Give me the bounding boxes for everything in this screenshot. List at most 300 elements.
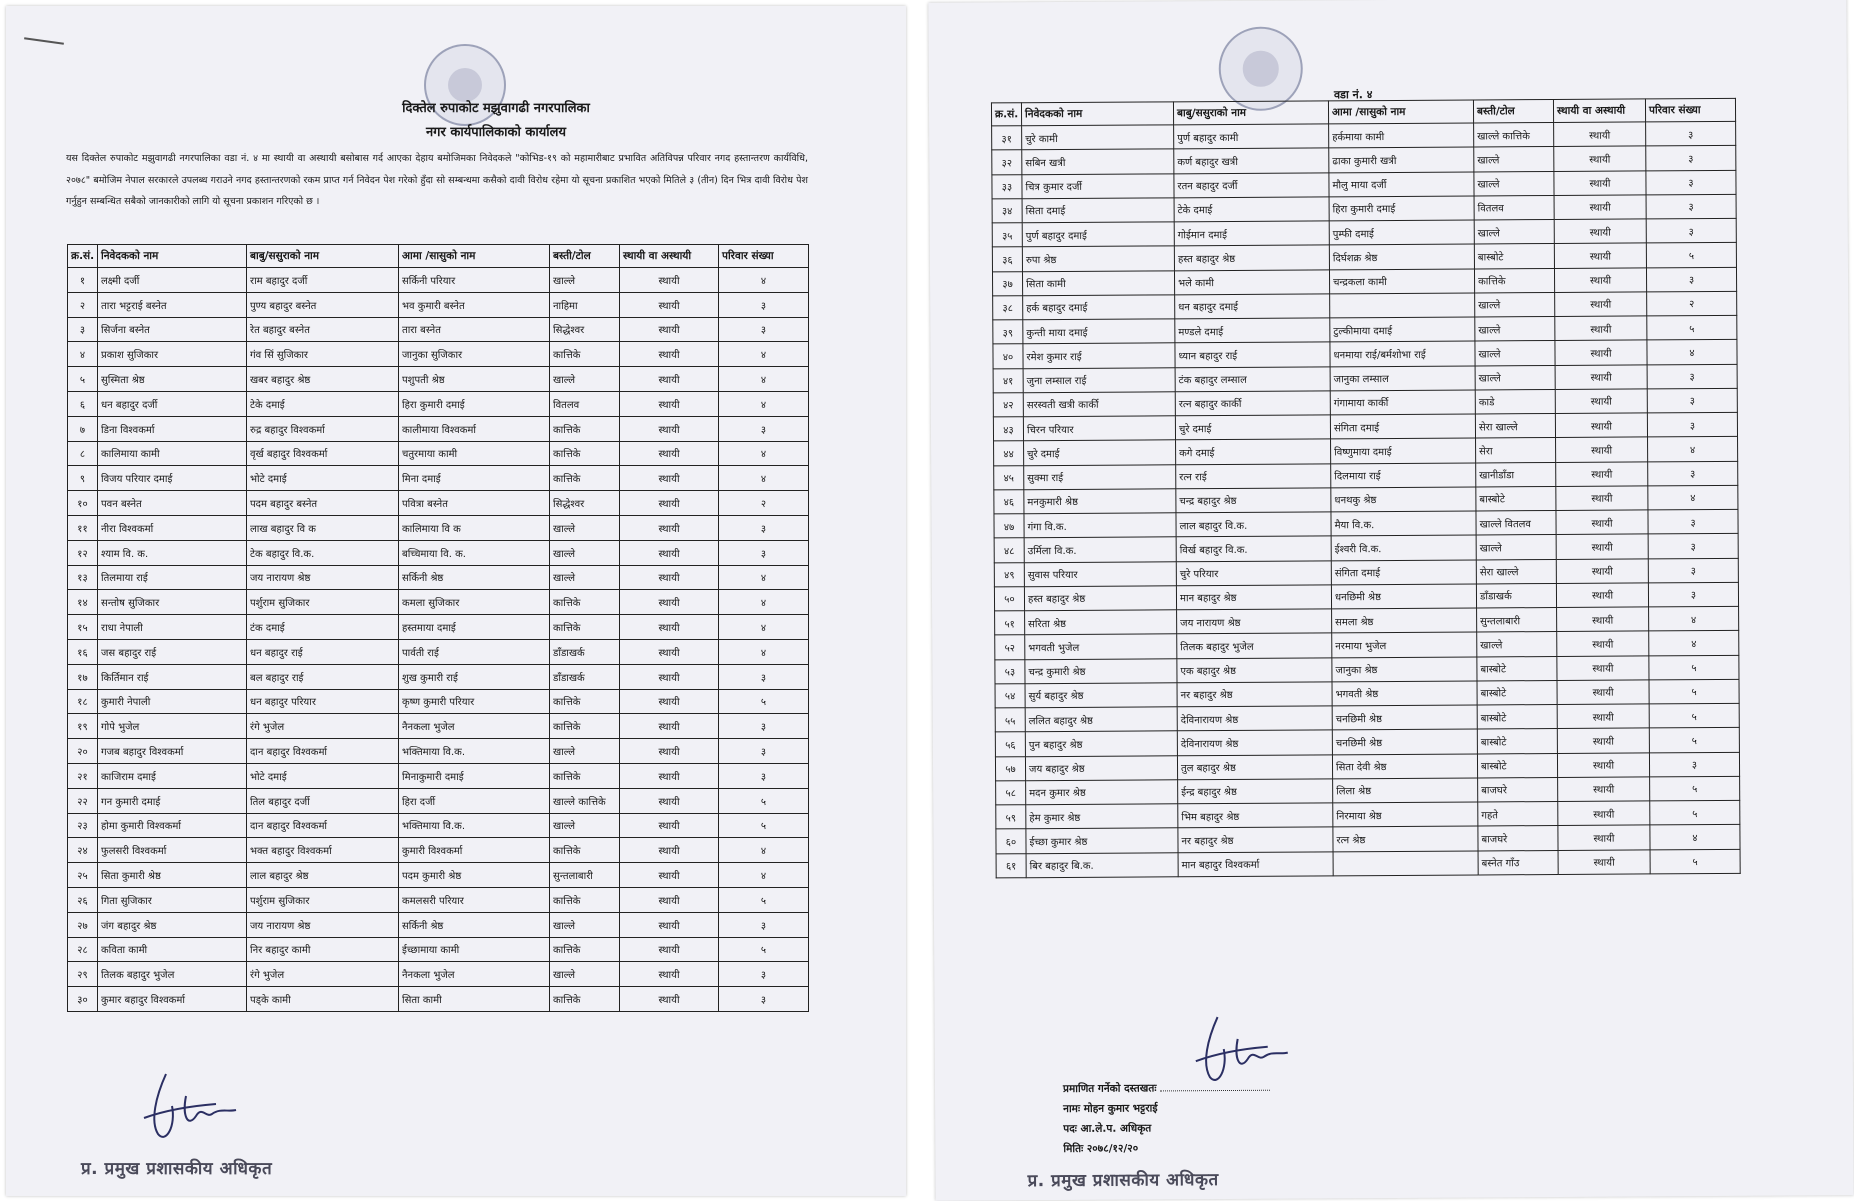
cell-applicant: हस्त बहादुर श्रेष्ठ <box>1024 586 1176 611</box>
table-row <box>68 714 809 739</box>
cell-settlement: खाल्ले <box>1474 171 1554 196</box>
cell-family-size: ४ <box>719 268 809 293</box>
cell-applicant: गजब बहादुर विश्वकर्मा <box>98 739 247 764</box>
cell-settlement: सेरा खाल्ले <box>1475 413 1555 438</box>
cell-family-size: ३ <box>1647 364 1737 389</box>
cell-father: चुरे परियार <box>1176 560 1331 585</box>
cell-mother: पुम्फी दमाई <box>1329 220 1474 245</box>
cell-residency: स्थायी <box>620 912 719 937</box>
cell-father: कगे दमाई <box>1176 439 1331 464</box>
cell-sn: २५ <box>68 863 98 888</box>
cell-residency: स्थायी <box>620 565 719 590</box>
cell-father: भले कामी <box>1174 269 1329 294</box>
cell-sn: २९ <box>68 962 98 987</box>
table-row <box>68 515 809 540</box>
cell-settlement: डाँडाखर्क <box>550 664 620 689</box>
table-row <box>68 491 809 516</box>
cell-residency: स्थायी <box>620 416 719 441</box>
table-row <box>68 268 809 293</box>
cell-mother <box>1330 293 1475 318</box>
cell-applicant: सरस्वती खत्री कार्की <box>1023 392 1175 417</box>
cell-mother: शुख कुमारी राई <box>399 664 550 689</box>
col-header-applicant: निवेदकको नाम <box>1021 102 1173 126</box>
cell-family-size: ४ <box>719 466 809 491</box>
cell-residency: स्थायी <box>620 268 719 293</box>
cell-mother: धनथकु श्रेष्ठ <box>1331 487 1476 512</box>
cell-father: निर बहादुर कामी <box>247 937 399 962</box>
cell-settlement: बास्बोटे <box>1474 244 1554 269</box>
cell-residency: स्थायी <box>1554 146 1646 171</box>
cell-settlement: कात्तिके <box>550 838 620 863</box>
cell-residency: स्थायी <box>620 367 719 392</box>
certifier-signature-line <box>1063 1081 1270 1096</box>
cell-father: रत्न राई <box>1176 463 1331 488</box>
cell-father: पुण्य बहादुर बस्नेत <box>247 292 399 317</box>
cell-sn: २१ <box>68 763 98 788</box>
cell-sn: ३३ <box>992 174 1022 198</box>
cell-settlement: कात्तिके <box>550 937 620 962</box>
cell-mother: नरमाया भुजेल <box>1332 632 1477 657</box>
col-header-family-size: परिवार संख्या <box>719 245 809 268</box>
cell-family-size: ३ <box>719 739 809 764</box>
table-row <box>68 615 809 640</box>
cell-mother: पवित्रा बस्नेत <box>399 491 550 516</box>
cell-father: दान बहादुर विश्वकर्मा <box>247 739 399 764</box>
cell-sn: ३६ <box>992 247 1022 271</box>
municipality-title: दिक्तेल रुपाकोट मझुवागढी नगरपालिका <box>402 101 590 116</box>
cell-settlement: कात्तिके <box>550 987 620 1012</box>
cell-mother: सिता कामी <box>399 987 550 1012</box>
cell-family-size: ४ <box>719 441 809 466</box>
cell-family-size: ४ <box>1648 437 1738 462</box>
cell-residency: स्थायी <box>620 887 719 912</box>
cell-father: गंव सिं सुजिकार <box>247 342 399 367</box>
cell-father: मण्डले दमाई <box>1175 318 1330 343</box>
cell-mother: चनछिमी श्रेष्ठ <box>1332 729 1477 754</box>
table-row <box>68 788 809 813</box>
cell-settlement: कात्तिके <box>550 441 620 466</box>
cell-settlement: बास्बोटे <box>1477 656 1557 681</box>
cell-settlement: कात्तिके <box>550 615 620 640</box>
applicant-table-left <box>67 244 809 1012</box>
cell-settlement: बास्बोटे <box>1477 704 1557 729</box>
cell-mother: सर्किनी श्रेष्ठ <box>399 565 550 590</box>
cell-family-size: ३ <box>719 317 809 342</box>
cell-family-size: ४ <box>719 863 809 888</box>
cell-father: जय नारायण श्रेष्ठ <box>247 912 399 937</box>
official-seal-icon <box>1219 27 1304 112</box>
cell-mother: जानुका श्रेष्ठ <box>1332 656 1477 681</box>
cell-father: हस्त बहादुर श्रेष्ठ <box>1174 245 1329 270</box>
cell-settlement: बास्बोटे <box>1477 680 1557 705</box>
cell-settlement: कात्तिके <box>550 763 620 788</box>
cell-family-size: ३ <box>1646 121 1736 146</box>
cell-family-size: ३ <box>1646 146 1736 171</box>
cell-family-size: ५ <box>1650 776 1740 801</box>
cell-mother: सर्किनी श्रेष्ठ <box>399 912 550 937</box>
cell-father: धन बहादुर परियार <box>247 689 399 714</box>
cell-mother: रत्न श्रेष्ठ <box>1333 826 1478 851</box>
cell-settlement: खाल्ले <box>550 813 620 838</box>
table-row <box>68 292 809 317</box>
cell-family-size: ४ <box>1649 631 1739 656</box>
cell-sn: २४ <box>68 838 98 863</box>
table-row <box>68 813 809 838</box>
col-header-sn: क्र.सं. <box>991 103 1021 126</box>
cell-residency: स्थायी <box>1556 461 1648 486</box>
cell-father: चुरे दमाई <box>1175 415 1330 440</box>
cell-residency: स्थायी <box>620 838 719 863</box>
cell-residency: स्थायी <box>1555 292 1647 317</box>
cell-family-size: ५ <box>719 937 809 962</box>
cell-family-size: ३ <box>1647 412 1737 437</box>
cell-father: भोटे दमाई <box>247 466 399 491</box>
cell-applicant: सिता कुमारी श्रेष्ठ <box>98 863 247 888</box>
cell-applicant: गोपे भुजेल <box>98 714 247 739</box>
cell-settlement: खाल्ले <box>550 515 620 540</box>
cell-settlement: कात्तिके <box>550 714 620 739</box>
cell-settlement: सिद्धेश्वर <box>550 317 620 342</box>
cell-residency: स्थायी <box>620 639 719 664</box>
cell-applicant: जंग बहादुर श्रेष्ठ <box>98 912 247 937</box>
cell-residency: स्थायी <box>1557 631 1649 656</box>
cell-residency: स्थायी <box>1555 389 1647 414</box>
cell-father: पुर्ण बहादुर कामी <box>1174 124 1329 149</box>
cell-mother: कमला सुजिकार <box>399 590 550 615</box>
cell-residency: स्थायी <box>1558 777 1650 802</box>
cell-settlement: गहते <box>1478 801 1558 826</box>
applicant-table-right <box>991 98 1741 878</box>
pen-mark <box>24 37 64 45</box>
cell-mother: पदम कुमारी श्रेष्ठ <box>399 863 550 888</box>
cell-sn: ५२ <box>995 635 1025 659</box>
cell-father: रतन बहादुर दर्जी <box>1174 172 1329 197</box>
cell-father: देविनारायण श्रेष्ठ <box>1177 730 1332 755</box>
cell-father: पर्शुराम सुजिकार <box>247 590 399 615</box>
cell-family-size: ५ <box>719 788 809 813</box>
table-row <box>68 391 809 416</box>
table-row <box>68 342 809 367</box>
cell-family-size: ३ <box>719 912 809 937</box>
cell-mother: कुमारी विश्वकर्मा <box>399 838 550 863</box>
cell-family-size: ३ <box>1648 558 1738 583</box>
cell-sn: ८ <box>68 441 98 466</box>
cell-family-size: ३ <box>719 292 809 317</box>
cell-family-size: ४ <box>1649 606 1739 631</box>
cell-residency: स्थायी <box>620 689 719 714</box>
cell-applicant: सुवास परियार <box>1024 561 1176 586</box>
cell-family-size: ३ <box>1648 582 1738 607</box>
cell-mother: टुल्कीमाया दमाई <box>1330 317 1475 342</box>
cell-father: देविनारायण श्रेष्ठ <box>1177 706 1332 731</box>
cell-mother: कालीमाया विश्वकर्मा <box>399 416 550 441</box>
cell-family-size: ४ <box>719 565 809 590</box>
cell-applicant: सन्तोष सुजिकार <box>98 590 247 615</box>
cell-sn: १३ <box>68 565 98 590</box>
cell-father: रंगे भुजेल <box>247 962 399 987</box>
cell-family-size: ३ <box>1648 461 1738 486</box>
cell-sn: ५९ <box>996 805 1026 829</box>
cell-residency: स्थायी <box>1556 583 1648 608</box>
cell-sn: ४५ <box>994 465 1024 489</box>
table-body-left <box>68 268 809 1012</box>
cell-applicant: सिता दमाई <box>1022 198 1174 223</box>
cell-sn: ३२ <box>992 150 1022 174</box>
cell-residency: स्थायी <box>620 937 719 962</box>
cell-applicant: हेम कुमार श्रेष्ठ <box>1026 804 1178 829</box>
cell-settlement: खाल्ले कात्तिके <box>550 788 620 813</box>
cell-residency: स्थायी <box>1555 364 1647 389</box>
cell-residency: स्थायी <box>1558 825 1650 850</box>
cell-family-size: ३ <box>1648 509 1738 534</box>
cell-family-size: ५ <box>1649 679 1739 704</box>
cell-settlement: खानीडाँडा <box>1476 462 1556 487</box>
cell-sn: ५० <box>994 586 1024 610</box>
cell-settlement: कात्तिके <box>550 416 620 441</box>
cell-applicant: ललित बहादुर श्रेष्ठ <box>1025 707 1177 732</box>
cell-settlement: खाल्ले <box>1475 292 1555 317</box>
cell-sn: ५३ <box>995 659 1025 683</box>
cell-sn: २० <box>68 739 98 764</box>
cell-applicant: लक्ष्मी दर्जी <box>98 268 247 293</box>
cell-mother: चनछिमी श्रेष्ठ <box>1332 705 1477 730</box>
cell-sn: ९ <box>68 466 98 491</box>
cell-father: पर्शुराम सुजिकार <box>247 887 399 912</box>
cell-mother: हिरा कुमारी दमाई <box>399 391 550 416</box>
cell-mother: मौलु माया दर्जी <box>1329 171 1474 196</box>
col-header-family-size: परिवार संख्या <box>1645 98 1735 122</box>
cell-settlement: सेरा खाल्ले <box>1476 559 1556 584</box>
cell-father: तुल बहादुर श्रेष्ठ <box>1177 754 1332 779</box>
cell-sn: ३९ <box>993 320 1023 344</box>
cell-mother: नैनकला भुजेल <box>399 714 550 739</box>
cell-applicant: ईच्छा कुमार श्रेष्ठ <box>1026 828 1178 853</box>
cell-sn: ५८ <box>996 780 1026 804</box>
cell-father: पड्के कामी <box>247 987 399 1012</box>
cell-settlement: खाल्ले <box>550 739 620 764</box>
cell-sn: १ <box>68 268 98 293</box>
cell-father: रंगे भुजेल <box>247 714 399 739</box>
cell-sn: १७ <box>68 664 98 689</box>
cell-family-size: ५ <box>1649 703 1739 728</box>
cell-father: मान बहादुर श्रेष्ठ <box>1176 585 1331 610</box>
signature-right <box>1190 1011 1300 1092</box>
cell-father: कर्ण बहादुर खत्री <box>1174 148 1329 173</box>
col-header-residency: स्थायी वा अस्थायी <box>1553 99 1645 123</box>
cell-residency: स्थायी <box>1554 243 1646 268</box>
cell-sn: ६० <box>996 829 1026 853</box>
cell-settlement: सुन्तलाबारी <box>550 863 620 888</box>
cell-mother: कालिमाया वि क <box>399 515 550 540</box>
certifier-name: नामः मोहन कुमार भट्टराई <box>1063 1102 1158 1116</box>
cell-applicant: तिलक बहादुर भुजेल <box>98 962 247 987</box>
cell-father: भोटे दमाई <box>247 763 399 788</box>
cell-father: नर बहादुर श्रेष्ठ <box>1178 827 1333 852</box>
cell-sn: ११ <box>68 515 98 540</box>
col-header-residency: स्थायी वा अस्थायी <box>620 245 719 268</box>
cell-family-size: ३ <box>1646 267 1736 292</box>
cell-residency: स्थायी <box>620 739 719 764</box>
cell-family-size: ३ <box>719 763 809 788</box>
cell-family-size: ३ <box>1646 218 1736 243</box>
cell-residency: स्थायी <box>620 441 719 466</box>
cell-sn: ३४ <box>992 198 1022 222</box>
cell-residency: स्थायी <box>1555 316 1647 341</box>
cell-applicant: प्रकाश सुजिकार <box>98 342 247 367</box>
cell-settlement: बाजघरे <box>1478 826 1558 851</box>
cell-father: गोईमान दमाई <box>1174 221 1329 246</box>
certification-date: मितिः २०७८/१२/२० <box>1063 1142 1139 1156</box>
cell-settlement: बास्बोटे <box>1477 753 1557 778</box>
cell-mother: नैनकला भुजेल <box>399 962 550 987</box>
cell-applicant: सरिता श्रेष्ठ <box>1025 610 1177 635</box>
cell-sn: ४७ <box>994 514 1024 538</box>
cell-applicant: रुपा श्रेष्ठ <box>1022 246 1174 271</box>
cell-settlement: सिद्धेश्वर <box>550 491 620 516</box>
cell-sn: २८ <box>68 937 98 962</box>
cell-father: बल बहादुर राई <box>247 664 399 689</box>
cell-applicant: जुना लम्साल राई <box>1023 367 1175 392</box>
cell-sn: ४९ <box>994 562 1024 586</box>
cell-residency: स्थायी <box>620 515 719 540</box>
cell-family-size: ५ <box>719 813 809 838</box>
certifier-signature-label: प्रमाणित गर्नेको दस्तखतः <box>1062 1082 1157 1096</box>
cell-father: टेक बहादुर वि.क. <box>247 540 399 565</box>
officer-label-right: प्र. प्रमुख प्रशासकीय अधिकृत <box>1027 1170 1219 1192</box>
cell-mother: ईश्वरी वि.क. <box>1331 535 1476 560</box>
cell-mother: सिता देवी श्रेष्ठ <box>1332 753 1477 778</box>
cell-settlement: कात्तिके <box>550 689 620 714</box>
cell-settlement: खाल्ले <box>1474 219 1554 244</box>
cell-applicant: मदन कुमार श्रेष्ठ <box>1026 780 1178 805</box>
cell-residency: स्थायी <box>620 863 719 888</box>
cell-settlement: खाल्ले <box>550 962 620 987</box>
cell-applicant: धन बहादुर दर्जी <box>98 391 247 416</box>
cell-sn: ५ <box>68 367 98 392</box>
cell-mother: दिर्घशक्र श्रेष्ठ <box>1329 244 1474 269</box>
cell-family-size: २ <box>719 491 809 516</box>
cell-sn: २६ <box>68 887 98 912</box>
cell-father: जय नारायण श्रेष्ठ <box>1177 609 1332 634</box>
cell-applicant: सुर्य बहादुर श्रेष्ठ <box>1025 683 1177 708</box>
cell-mother: ढाका कुमारी खत्री <box>1329 147 1474 172</box>
certifier-post: पदः आ.ले.प. अधिकृत <box>1063 1122 1152 1136</box>
cell-residency: स्थायी <box>1554 170 1646 195</box>
cell-settlement: खाल्ले कात्तिके <box>1474 122 1554 147</box>
cell-mother: मिना दमाई <box>399 466 550 491</box>
cell-sn: ३० <box>68 987 98 1012</box>
cell-mother: मैया वि.क. <box>1331 511 1476 536</box>
cell-sn: ३७ <box>992 271 1022 295</box>
table-row <box>68 639 809 664</box>
cell-family-size: ३ <box>719 416 809 441</box>
cell-settlement: खाल्ले <box>550 912 620 937</box>
cell-residency: स्थायी <box>620 714 719 739</box>
cell-applicant: सिर्जना बस्नेत <box>98 317 247 342</box>
cell-residency: स्थायी <box>1554 219 1646 244</box>
cell-settlement: नाहिमा <box>550 292 620 317</box>
cell-family-size: ५ <box>719 689 809 714</box>
cell-residency: स्थायी <box>1555 340 1647 365</box>
cell-mother: भव कुमारी बस्नेत <box>399 292 550 317</box>
cell-applicant: कविता कामी <box>98 937 247 962</box>
cell-mother: धनछिमी श्रेष्ठ <box>1331 584 1476 609</box>
table-row <box>68 565 809 590</box>
ward-label: वडा नं. ४ <box>1333 88 1373 102</box>
cell-settlement: खाल्ले <box>1475 365 1555 390</box>
table-row <box>68 689 809 714</box>
cell-settlement: खाल्ले <box>550 565 620 590</box>
cell-residency: स्थायी <box>1554 195 1646 220</box>
cell-mother: बच्चिमाया वि. क. <box>399 540 550 565</box>
cell-sn: ६ <box>68 391 98 416</box>
cell-sn: ४४ <box>994 441 1024 465</box>
cell-family-size: ४ <box>719 838 809 863</box>
cell-father: टेके दमाई <box>1174 197 1329 222</box>
cell-residency: स्थायी <box>1556 558 1648 583</box>
col-header-applicant: निवेदकको नाम <box>98 245 247 268</box>
cell-mother: हर्कमाया कामी <box>1329 123 1474 148</box>
cell-sn: ४८ <box>994 538 1024 562</box>
col-header-father: बाबु/ससुराको नाम <box>247 245 399 268</box>
cell-residency: स्थायी <box>1557 607 1649 632</box>
cell-applicant: गन कुमारी दमाई <box>98 788 247 813</box>
cell-residency: स्थायी <box>1556 486 1648 511</box>
cell-applicant: चन्द्र कुमारी श्रेष्ठ <box>1025 658 1177 683</box>
cell-sn: १५ <box>68 615 98 640</box>
cell-settlement: खाल्ले <box>1477 632 1557 657</box>
cell-settlement: खाल्ले <box>550 268 620 293</box>
col-header-sn: क्र.सं. <box>68 245 98 268</box>
cell-father: जय नारायण श्रेष्ठ <box>247 565 399 590</box>
cell-father: रत्न बहादुर कार्की <box>1175 391 1330 416</box>
cell-mother: सर्किनी परियार <box>399 268 550 293</box>
cell-applicant: तारा भट्टराई बस्नेत <box>98 292 247 317</box>
cell-family-size: ५ <box>1647 315 1737 340</box>
table-row <box>68 664 809 689</box>
cell-residency: स्थायी <box>1555 413 1647 438</box>
cell-applicant: गंगा वि.क. <box>1024 513 1176 538</box>
cell-sn: १४ <box>68 590 98 615</box>
cell-family-size: २ <box>1647 291 1737 316</box>
signature-left <box>136 1066 246 1146</box>
table-row <box>68 987 809 1012</box>
table-row <box>68 367 809 392</box>
cell-family-size: ४ <box>719 615 809 640</box>
cell-father: ध्यान बहादुर राई <box>1175 342 1330 367</box>
cell-sn: ५७ <box>995 756 1025 780</box>
cell-family-size: ४ <box>719 639 809 664</box>
cell-applicant: मनकुमारी श्रेष्ठ <box>1024 489 1176 514</box>
cell-applicant: उर्मिला वि.क. <box>1024 537 1176 562</box>
signature-dotted-line <box>1160 1090 1270 1092</box>
cell-father: तिलक बहादुर भुजेल <box>1177 633 1332 658</box>
cell-mother: जानुका लम्साल <box>1330 365 1475 390</box>
notice-page-right <box>928 0 1853 1201</box>
cell-applicant: रमेश कुमार राई <box>1023 343 1175 368</box>
cell-mother: संगिता दमाई <box>1330 414 1475 439</box>
cell-mother: कृष्ण कुमारी परियार <box>399 689 550 714</box>
cell-residency: स्थायी <box>620 590 719 615</box>
table-row <box>68 441 809 466</box>
cell-sn: १८ <box>68 689 98 714</box>
cell-residency: स्थायी <box>1556 510 1648 535</box>
cell-applicant: पुन बहादुर श्रेष्ठ <box>1025 731 1177 756</box>
cell-settlement: कात्तिके <box>550 887 620 912</box>
cell-applicant: होमा कुमारी विश्वकर्मा <box>98 813 247 838</box>
cell-applicant: गिता सुजिकार <box>98 887 247 912</box>
cell-residency: स्थायी <box>620 987 719 1012</box>
